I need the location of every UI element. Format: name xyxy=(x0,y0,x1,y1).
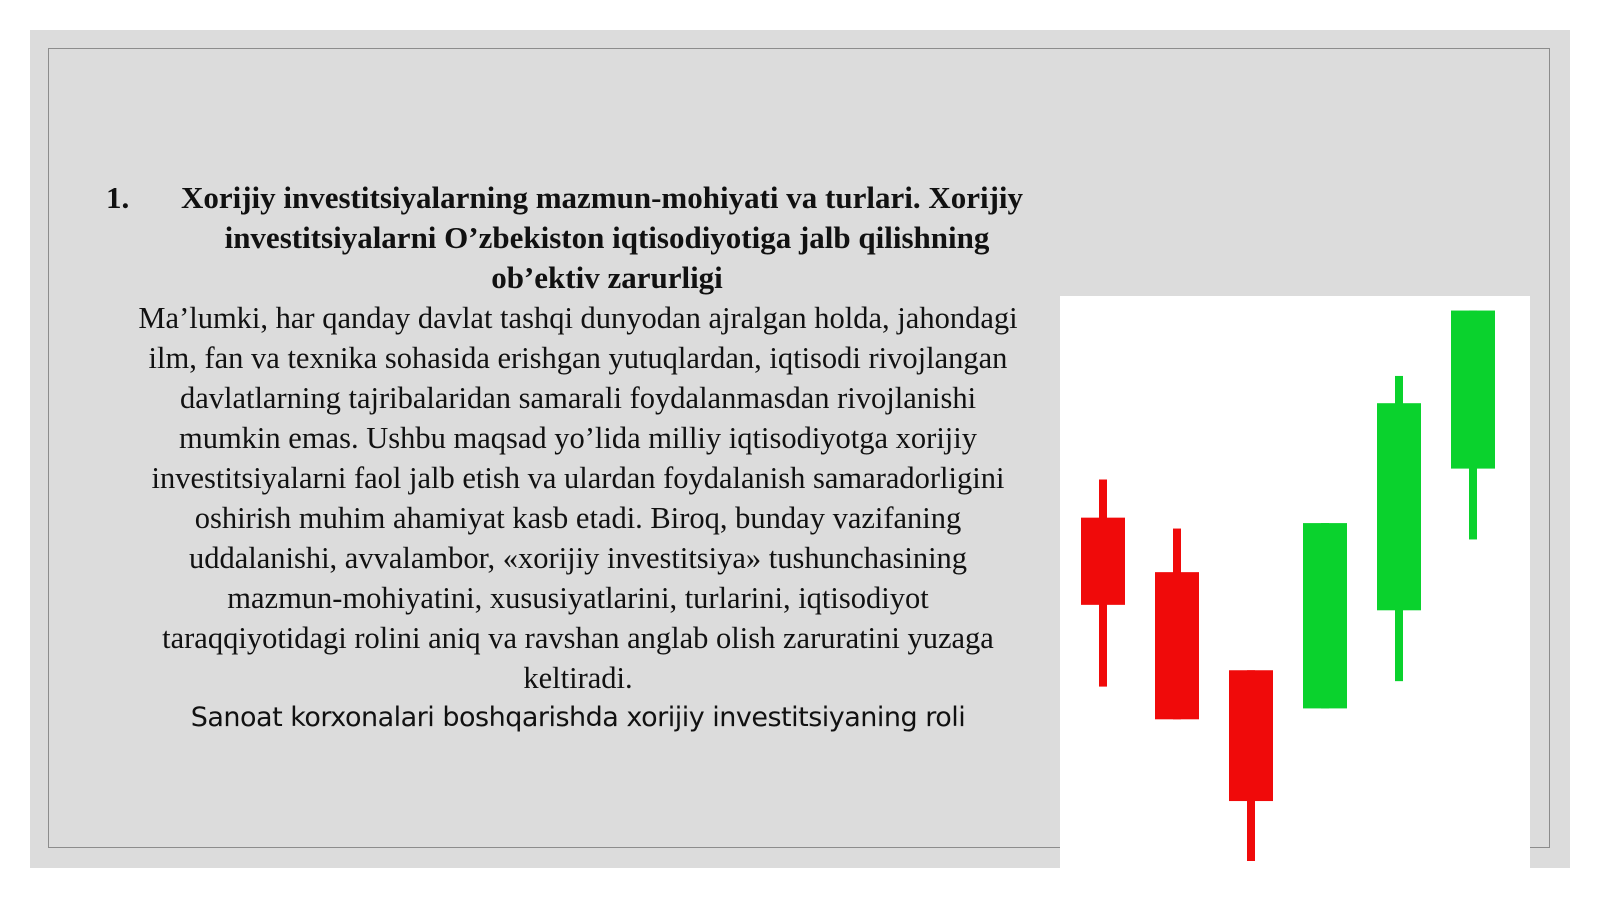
candlestick-image xyxy=(1060,296,1530,899)
candle-2-body xyxy=(1155,572,1199,719)
body-line-8: mazmun-mohiyatini, xususiyatlarini, turlarini, iqtisodiyot xyxy=(227,581,929,615)
candle-5 xyxy=(1377,376,1421,681)
candle-4-body xyxy=(1303,523,1347,708)
heading-line-3: ob’ektiv zarurligi xyxy=(491,260,723,295)
body-line-2: ilm, fan va texnika sohasida erishgan yutuqlardan, iqtisodi rivojlangan xyxy=(148,341,1008,375)
candle-2 xyxy=(1155,529,1199,720)
slide-heading xyxy=(78,178,1078,298)
candle-4 xyxy=(1303,523,1347,708)
heading-number: 1. xyxy=(106,180,130,215)
body-line-7: uddalanishi, avvalambor, «xorijiy investitsiya» tushunchasining xyxy=(188,541,968,575)
candle-3-body xyxy=(1229,670,1273,801)
candle-1-body xyxy=(1081,518,1125,605)
body-line-6: oshirish muhim ahamiyat kasb etadi. Biroq, bunday vazifaning xyxy=(194,501,962,535)
slide-subtitle: Sanoat korxonalari boshqarishda xorijiy investitsiyaning roli xyxy=(190,702,966,733)
body-line-3: davlatlarning tajribalaridan samarali foydalanmasdan rivojlanishi xyxy=(179,381,977,415)
body-paragraph xyxy=(78,298,1078,698)
heading-line-1: Xorijiy investitsiyalarning mazmun-mohiyati va turlari. Xorijiy xyxy=(180,180,1024,215)
body-line-1: Ma’lumki, har qanday davlat tashqi dunyodan ajralgan holda, jahondagi xyxy=(138,301,1018,335)
candle-1 xyxy=(1081,480,1125,687)
candle-3 xyxy=(1229,670,1273,861)
slide-text-block xyxy=(78,178,1078,738)
candle-6 xyxy=(1451,311,1495,540)
body-line-9: taraqqiyotidagi rolini aniq va ravshan anglab olish zaruratini yuzaga xyxy=(162,621,994,655)
body-line-5: investitsiyalarni faol jalb etish va ulardan foydalanish samaradorligini xyxy=(151,461,1005,495)
body-line-4: mumkin emas. Ushbu maqsad yo’lida milliy iqtisodiyotga xorijiy xyxy=(178,421,978,455)
candle-6-body xyxy=(1451,311,1495,469)
candle-5-body xyxy=(1377,403,1421,610)
body-line-10: keltiradi. xyxy=(523,661,633,695)
heading-line-2: investitsiyalarni O’zbekiston iqtisodiyotiga jalb qilishning xyxy=(224,220,990,255)
candlestick-graphic xyxy=(1060,296,1530,899)
